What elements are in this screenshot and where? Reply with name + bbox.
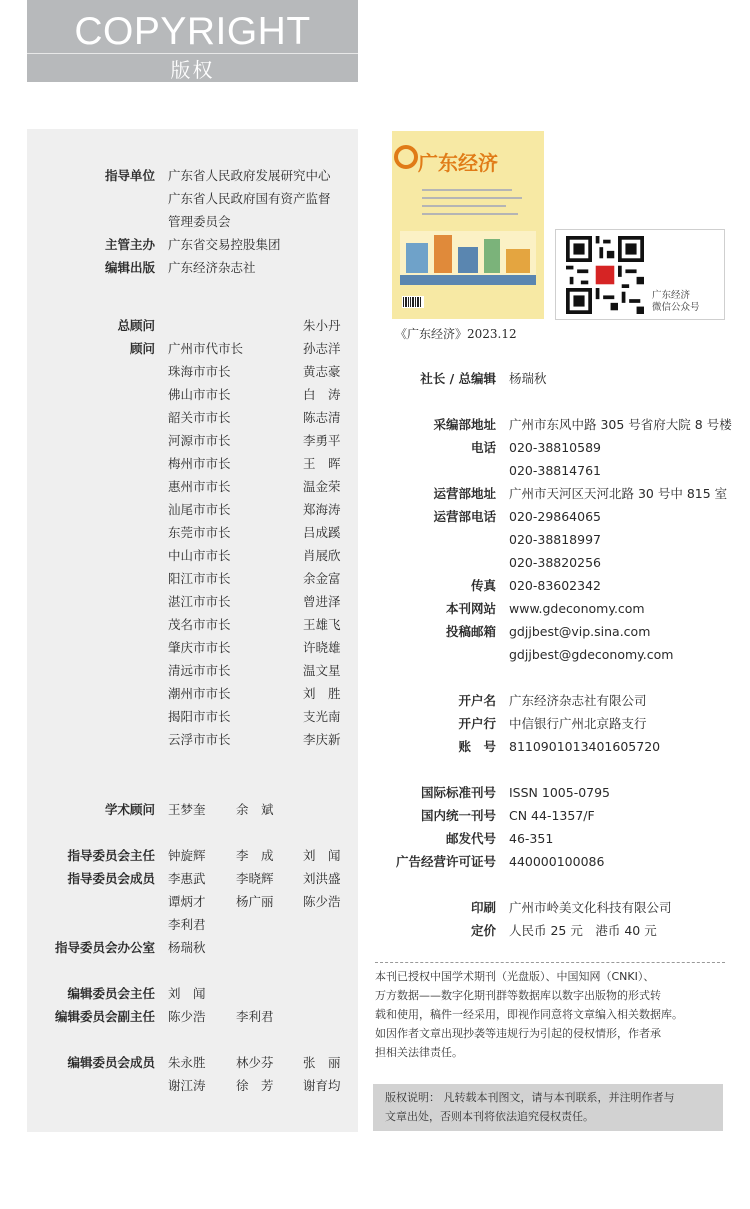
committee-label: 编辑委员会成员 xyxy=(67,1055,155,1070)
committee-label: 指导委员会成员 xyxy=(67,871,155,886)
advisor-title: 韶关市市长 xyxy=(168,410,231,425)
advisor-name: 温金荣 xyxy=(303,479,341,494)
academic-advisor-name: 余 斌 xyxy=(236,802,274,817)
advisor-name: 陈志清 xyxy=(303,410,341,425)
bank-value: 8110901013401605720 xyxy=(509,739,661,754)
committee-member: 李惠武 xyxy=(168,871,206,886)
advisor-title: 清远市市长 xyxy=(168,663,231,678)
advisor-title: 中山市市长 xyxy=(168,548,231,563)
committee-member: 刘 闻 xyxy=(303,848,341,863)
academic-advisor-name: 王梦奎 xyxy=(168,802,206,817)
advisor-name: 温文星 xyxy=(303,663,341,678)
advisor-name: 刘 胜 xyxy=(303,686,341,701)
advisor-title: 广州市代市长 xyxy=(168,341,244,356)
committee-label: 指导委员会主任 xyxy=(67,848,155,863)
advisor-name: 王 晖 xyxy=(303,456,341,471)
notice-line: 载和使用，稿件一经采用，即视作同意将文章编入相关数据库。 xyxy=(375,1008,683,1021)
contact-label: 电话 xyxy=(470,440,496,455)
sponsor-value: 广东省交易控股集团 xyxy=(168,237,281,252)
advisor-title: 梅州市市长 xyxy=(168,456,231,471)
advisor-title: 汕尾市市长 xyxy=(168,502,231,517)
advisors-label: 顾问 xyxy=(129,341,155,356)
price-value: 人民币 25 元 港币 40 元 xyxy=(509,923,657,938)
publication-label: 国内统一刊号 xyxy=(420,808,496,823)
advisor-name: 黄志豪 xyxy=(303,364,341,379)
advisor-title: 珠海市市长 xyxy=(168,364,231,379)
committee-member: 钟旋辉 xyxy=(168,848,206,863)
contact-value: www.gdeconomy.com xyxy=(509,601,645,616)
advisor-title: 揭阳市市长 xyxy=(168,709,231,724)
advisor-name: 王雄飞 xyxy=(303,617,341,632)
publication-label: 邮发代号 xyxy=(445,831,496,846)
committee-member: 李晓辉 xyxy=(236,871,274,886)
advisor-name: 郑海涛 xyxy=(303,502,341,517)
contact-label: 采编部地址 xyxy=(433,417,496,432)
committee-member: 刘 闻 xyxy=(168,986,206,1001)
advisor-name: 李勇平 xyxy=(303,433,341,448)
committee-member: 谢江涛 xyxy=(168,1078,206,1093)
publication-label: 国际标准刊号 xyxy=(420,785,496,800)
committee-member: 林少芬 xyxy=(236,1055,274,1070)
cover-logo: 广东经济 xyxy=(418,151,498,175)
publication-value: 440000100086 xyxy=(509,854,605,869)
committee-label: 指导委员会办公室 xyxy=(54,940,155,955)
guidance-unit-value: 广东省人民政府国有资产监督 xyxy=(168,191,331,206)
committee-member: 陈少浩 xyxy=(168,1009,206,1024)
committee-member: 李利君 xyxy=(236,1009,274,1024)
advisor-title: 佛山市市长 xyxy=(168,387,231,402)
contact-value: 020-38820256 xyxy=(509,555,601,570)
wechat-qr-box xyxy=(555,229,725,320)
committee-member: 谢育均 xyxy=(303,1078,341,1093)
publication-label: 广告经营许可证号 xyxy=(395,854,496,869)
committee-member: 刘洪盛 xyxy=(303,871,341,886)
committee-label: 编辑委员会副主任 xyxy=(54,1009,155,1024)
advisor-title: 茂名市市长 xyxy=(168,617,231,632)
bank-label: 开户行 xyxy=(458,716,496,731)
committee-member: 张 丽 xyxy=(303,1055,341,1070)
contact-value: gdjjbest@vip.sina.com xyxy=(509,624,651,639)
contact-value: gdjjbest@gdeconomy.com xyxy=(509,647,674,662)
contact-value: 020-38814761 xyxy=(509,463,601,478)
contact-value: 广州市东风中路 305 号省府大院 8 号楼 xyxy=(509,417,732,432)
advisor-name: 孙志洋 xyxy=(303,341,341,356)
notice-line: 本刊已授权中国学术期刊（光盘版）、中国知网（CNKI）、 xyxy=(375,970,655,983)
publisher-label: 编辑出版 xyxy=(104,260,155,275)
sponsor-label: 主管主办 xyxy=(104,237,155,252)
committee-member: 李 成 xyxy=(236,848,274,863)
director-value: 杨瑞秋 xyxy=(509,371,547,386)
price-label: 定价 xyxy=(470,923,496,938)
advisor-name: 吕成蹊 xyxy=(303,525,341,540)
chief-advisor-name: 朱小丹 xyxy=(303,318,341,333)
contact-label: 投稿邮箱 xyxy=(445,624,496,639)
print-value: 广州市岭美文化科技有限公司 xyxy=(509,900,672,915)
advisor-title: 惠州市市长 xyxy=(168,479,231,494)
guidance-unit-value: 广东省人民政府发展研究中心 xyxy=(168,168,331,183)
committee-member: 陈少浩 xyxy=(303,894,341,909)
qr-caption-line: 微信公众号 xyxy=(652,302,700,313)
qr-caption xyxy=(652,290,700,314)
advisor-name: 肖展欣 xyxy=(303,548,341,563)
guidance-unit-value: 管理委员会 xyxy=(168,214,231,229)
committee-member: 谭炳才 xyxy=(168,894,206,909)
advisor-title: 阳江市市长 xyxy=(168,571,231,586)
notice-line: 如因作者文章出现抄袭等违规行为引起的侵权情形，作者承 xyxy=(375,1027,661,1040)
advisor-name: 李庆新 xyxy=(303,732,341,747)
advisor-name: 白 涛 xyxy=(303,387,341,402)
advisor-name: 余金富 xyxy=(303,571,341,586)
committee-member: 徐 芳 xyxy=(236,1078,274,1093)
copyright-line: 版权说明： 凡转载本刊图文，请与本刊联系，并注明作者与 xyxy=(385,1091,675,1104)
cover-caption: 《广东经济》2023.12 xyxy=(395,327,517,341)
notice-line: 万方数据——数字化期刊群等数据库以数字出版物的形式转 xyxy=(375,989,661,1002)
publication-value: ISSN 1005-0795 xyxy=(509,785,611,800)
advisor-name: 曾进泽 xyxy=(303,594,341,609)
contact-value: 020-29864065 xyxy=(509,509,601,524)
advisor-name: 许晓雄 xyxy=(303,640,341,655)
contact-label: 本刊网站 xyxy=(445,601,496,616)
qr-caption-line: 广东经济 xyxy=(652,290,691,301)
advisor-name: 支光南 xyxy=(303,709,341,724)
advisor-title: 东莞市市长 xyxy=(168,525,231,540)
advisor-title: 肇庆市市长 xyxy=(168,640,231,655)
copyright-banner xyxy=(27,0,358,82)
publication-value: 46-351 xyxy=(509,831,554,846)
qr-code-image xyxy=(566,236,644,314)
contact-label: 运营部电话 xyxy=(433,509,496,524)
academic-advisor-label: 学术顾问 xyxy=(104,802,155,817)
guidance-unit-label: 指导单位 xyxy=(104,168,155,183)
notice-line: 担相关法律责任。 xyxy=(375,1046,463,1059)
contact-label: 运营部地址 xyxy=(433,486,496,501)
bank-label: 开户名 xyxy=(458,693,496,708)
committee-member: 李利君 xyxy=(168,917,206,932)
copyright-statement xyxy=(373,1084,723,1131)
committee-member: 杨瑞秋 xyxy=(168,940,206,955)
contact-label: 传真 xyxy=(470,578,496,593)
contact-value: 020-38818997 xyxy=(509,532,601,547)
advisor-title: 潮州市市长 xyxy=(168,686,231,701)
bank-value: 广东经济杂志社有限公司 xyxy=(509,693,647,708)
bank-label: 账 号 xyxy=(458,739,496,754)
director-label: 社长 / 总编辑 xyxy=(420,371,496,386)
committee-label: 编辑委员会主任 xyxy=(67,986,155,1001)
advisor-title: 河源市市长 xyxy=(168,433,231,448)
chief-advisor-label: 总顾问 xyxy=(117,318,155,333)
advisor-title: 湛江市市长 xyxy=(168,594,231,609)
committee-member: 朱永胜 xyxy=(168,1055,206,1070)
magazine-cover-image xyxy=(392,131,544,319)
contact-value: 广州市天河区天河北路 30 号中 815 室 xyxy=(509,486,728,501)
publication-value: CN 44-1357/F xyxy=(509,808,595,823)
committee-member: 杨广丽 xyxy=(236,894,274,909)
contact-value: 020-38810589 xyxy=(509,440,601,455)
contact-value: 020-83602342 xyxy=(509,578,601,593)
publisher-value: 广东经济杂志社 xyxy=(168,260,256,275)
copyright-line: 文章出处，否则本刊将依法追究侵权责任。 xyxy=(385,1110,594,1123)
banner-title-en: COPYRIGHT xyxy=(74,10,311,53)
banner-title-cn: 版权 xyxy=(170,58,215,82)
authorization-notice xyxy=(375,962,725,1062)
bank-value: 中信银行广州北京路支行 xyxy=(509,716,647,731)
print-label: 印刷 xyxy=(470,900,496,915)
advisor-title: 云浮市市长 xyxy=(168,732,231,747)
